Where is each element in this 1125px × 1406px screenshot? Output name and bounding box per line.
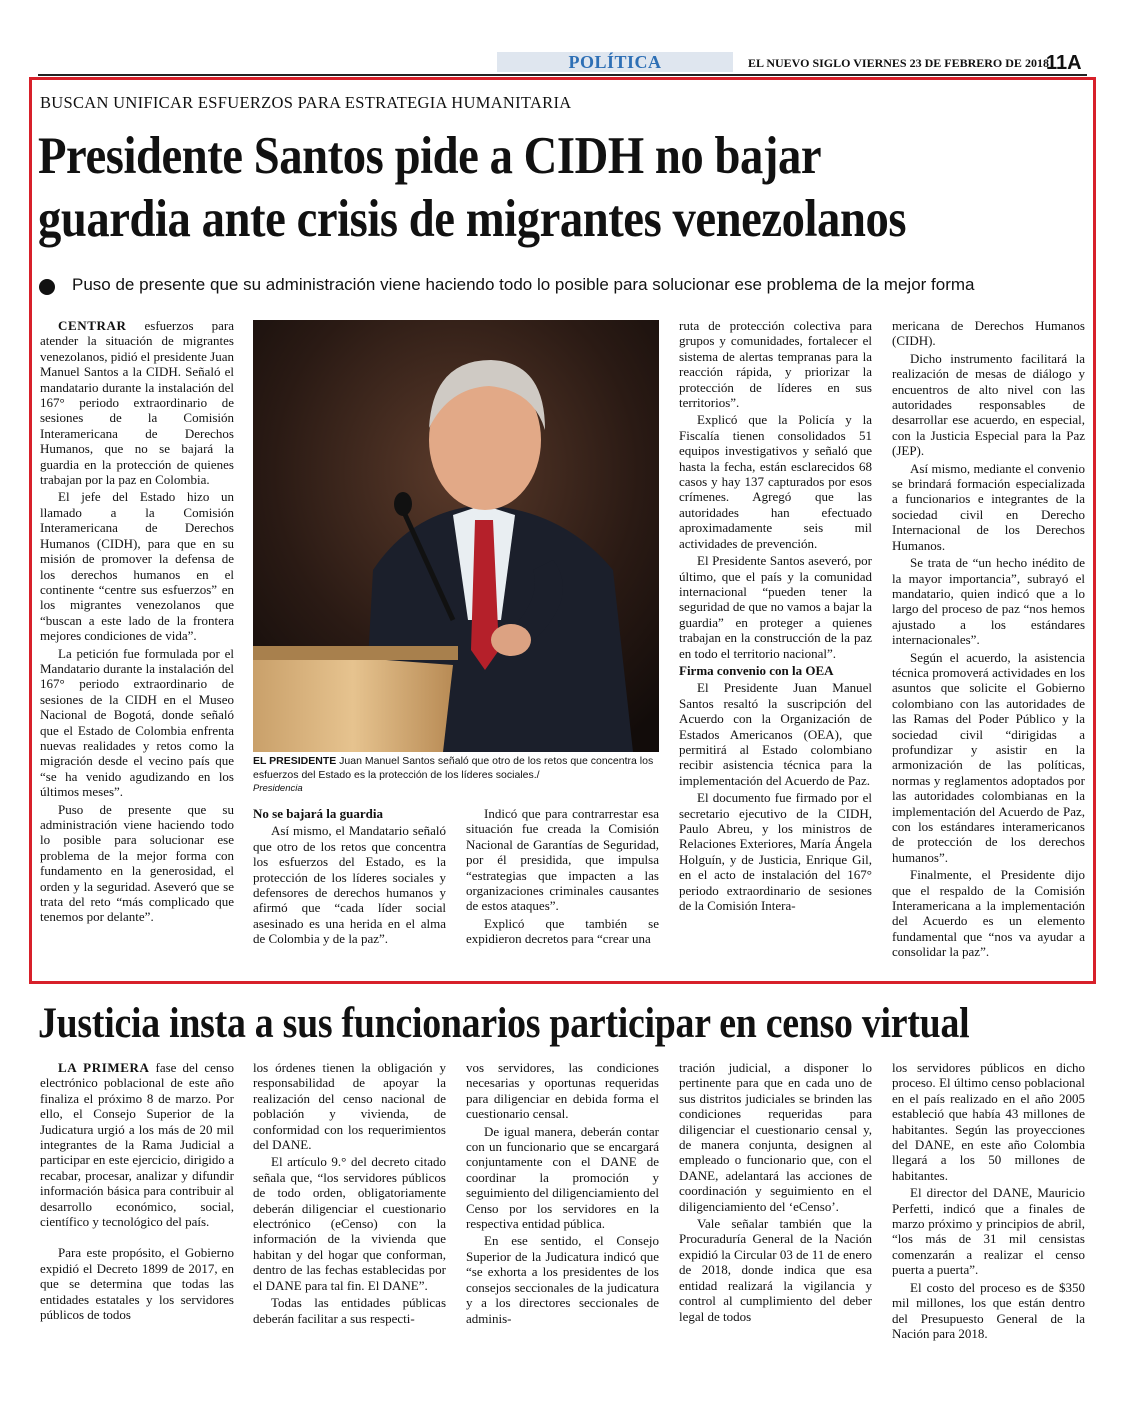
paragraph: esfuerzos para atender la situación de migrantes venezolanos, pidió el presidente Juan Manuel Santos a la CIDH. Señaló el mandatario durante la instalación del 167° periodo extraordinario de sesiones de la Comisión Interamericana de Derechos Humanos, que no se bajará la guardia en la protección de quienes trabajan por la paz en Colombia. <box>40 318 234 488</box>
story-kicker: BUSCAN UNIFICAR ESFUERZOS PARA ESTRATEGIA HUMANITARIA <box>40 93 572 112</box>
story2-column-4 <box>679 1060 872 1326</box>
paragraph: fase del censo electrónico poblacional de este año finaliza el próximo 8 de marzo. Por ello, el Consejo Superior de la Judicatura urgió a los más de 20 mil integrantes de la Rama Judicial a participar en este ejercicio, dirigido a recabar, procesar, analizar y difundir información básica para contribuir al desarrollo económico, social, científico y tecnológico del país. <box>40 1060 234 1230</box>
paragraph: Así mismo, mediante el convenio se brindará formación especializada a funcionarios e integrantes de la sociedad civil en Derecho Internacional de los Derechos Humanos. <box>892 460 1085 553</box>
subtitle: No se bajará la guardia <box>253 806 383 821</box>
story2-column-2 <box>253 1060 446 1328</box>
paragraph: El director del DANE, Mauricio Perfetti, indicó que a finales de marzo próximo y principios de abril, “los más de 31 mil censistas comenzarán a realizar el censo puerta a puerta”. <box>892 1185 1085 1278</box>
paragraph: El artículo 9.° del decreto citado señala que, “los servidores públicos de todo orden, obligatoriamente deberán diligenciar el cuestionario electrónico (eCenso) con la información de la vivienda que habitan y del hogar que conforman, dentro de las fechas establecidas por el DANE para tal fin. El DANE”. <box>253 1154 446 1293</box>
paragraph: Dicho instrumento facilitará la realización de mesas de diálogo y encuentros de alto nivel con las autoridades responsables de desarrollar ese acuerdo, en especial, con la Justicia Especial para la Paz (JEP). <box>892 350 1085 459</box>
paragraph: Para este propósito, el Gobierno expidió el Decreto 1899 de 2017, en que se determina que todas las entidades estatales y los servidores públicos de todos <box>40 1245 234 1323</box>
story-subhead: Puso de presente que su administración viene haciendo todo lo posible para solucionar ese problema de la mejor forma <box>72 275 975 294</box>
caption-text: Juan Manuel Santos señaló que otro de los retos que concentra los esfuerzos del Estado es la protección de los líderes sociales./ <box>253 755 654 781</box>
paragraph: vos servidores, las condiciones necesarias y oportunas requeridas para diligenciar en debida forma el cuestionario censal. <box>466 1060 659 1122</box>
story-column-2 <box>253 806 446 949</box>
paragraph: tración judicial, a disponer lo pertinente para que en cada uno de sus distritos judiciales se brinden las condiciones requeridas para diligenciar el cuestionario censal y, de manera conjunta, designen al empleado o funcionario que, con el DANE, adelantará las acciones de coordinación y seguimiento en el diligenciamiento del ‘eCenso’. <box>679 1060 872 1214</box>
story2-column-1 <box>40 1060 234 1325</box>
president-photo <box>253 320 659 752</box>
paragraph: los servidores públicos en dicho proceso. El último censo poblacional en el país realizado en el año 2005 estableció que había 43 millones de habitantes. Según las proyecciones del DANE, en este año Colombia llegará a los 50 millones de habitantes. <box>892 1060 1085 1183</box>
photo-caption <box>253 755 659 796</box>
paragraph: Según el acuerdo, la asistencia técnica promoverá actividades en los asuntos que solicite el Gobierno colombiano con las autoridades de las Ramas del Poder Público y la sociedad civil “dirigidas a profundizar y asistir en la armonización de las políticas, normas y reglamentos adoptados por las autoridades colombianas en la implementación del Acuerdo de Paz, con los estándares interamericanos de protección de los derechos humanos”. <box>892 649 1085 865</box>
story-column-5 <box>892 318 1085 962</box>
story2-column-3 <box>466 1060 659 1328</box>
paragraph: En ese sentido, el Consejo Superior de la Judicatura indicó que “se exhorta a los presidentes de los consejos seccionales de la judicatura y a los directores seccionales de adminis- <box>466 1233 659 1326</box>
paper-date-line: EL NUEVO SIGLO VIERNES 23 DE FEBRERO DE 2018 <box>748 56 1049 70</box>
paragraph: Así mismo, el Mandatario señaló que otro de los retos que concentra los esfuerzos del Estado, es la protección de los líderes sociales y defensores de derechos humanos y afirmó que “cada líder social asesinado es una herida en el alma de Colombia y de la paz”. <box>253 823 446 947</box>
speaker-illustration <box>253 320 659 752</box>
paragraph: Puso de presente que su administración viene haciendo todo lo posible para solucionar ese problema de la mejor forma con fundamento en la generosidad, el orden y la seguridad. Aseveró que se trata del reto “más complicado que tenemos por delante”. <box>40 801 234 925</box>
lead-word: CENTRAR <box>58 318 127 333</box>
page-number: 11A <box>1046 52 1082 74</box>
paragraph: los órdenes tienen la obligación y responsabilidad de apoyar la realización del censo nacional de población y vivienda, de conformidad con los requerimientos del DANE. <box>253 1060 446 1153</box>
paragraph: El jefe del Estado hizo un llamado a la Comisión Interamericana de Derechos Humanos (CIDH), para que en su misión de promover la defensa de los derechos humanos en el continente “centre sus esfuerzos” en los migrantes venezolanos que “buscan a este lado de la frontera mejores condiciones de vida”. <box>40 489 234 644</box>
paragraph: La petición fue formulada por el Mandatario durante la instalación del 167° periodo extraordinario de sesiones de la CIDH en el Museo Nacional de Bogotá, donde señaló que el Estado de Colombia enfrenta nuevas realidades y retos como la migración desde el vecino país que “se ha venido agudizando en los últimos meses”. <box>40 645 234 800</box>
story-column-1 <box>40 318 234 927</box>
lead-word: LA PRIMERA <box>58 1060 150 1075</box>
section-label: POLÍTICA <box>568 52 662 72</box>
paragraph: ruta de protección colectiva para grupos y comunidades, fortalecer el sistema de alertas tempranas para la reacción rápida, y priorizar la protección de líderes en sus territorios”. <box>679 318 872 411</box>
paragraph: El documento fue firmado por el secretario ejecutivo de la CIDH, Paulo Abreu, y los ministros de Relaciones Exteriores, María Ángela Holguín, y de Justicia, Enrique Gil, en el acto de instalación del 167° periodo extraordinario de sesiones de la Comisión Intera- <box>679 790 872 914</box>
photo-credit: Presidencia <box>253 783 303 794</box>
paragraph: El Presidente Santos aseveró, por último, que el país y la comunidad internacional “pueden tener la seguridad de que no vamos a bajar la guardia” en proteger a quienes trabajan en la construcción de la paz en todo el territorio nacional”. <box>679 553 872 661</box>
paragraph: Vale señalar también que la Procuraduría General de la Nación expidió la Circular 03 de 11 de enero de 2018, donde indica que esa entidad realizará la vigilancia y control al cumplimiento del deber legal de todos <box>679 1216 872 1324</box>
paragraph: El costo del proceso es de $350 mil millones, los que están dentro del Presupuesto General de la Nación para 2018. <box>892 1279 1085 1341</box>
paragraph: El Presidente Juan Manuel Santos resaltó la suscripción del Acuerdo con la Organización de Estados Americanos (OEA), que permitirá al Estado colombiano recibir asistencia técnica para la implementación del Acuerdo de Paz. <box>679 680 872 788</box>
paragraph: Se trata de “un hecho inédito de la mayor importancia”, subrayó el mandatario, quien indicó que a lo largo del proceso de paz “nos hemos ajustado a los estándares internacionales”. <box>892 555 1085 648</box>
caption-lead: EL PRESIDENTE <box>253 755 337 767</box>
story2-column-5 <box>892 1060 1085 1343</box>
story-headline: Presidente Santos pide a CIDH no bajar guardia ante crisis de migrantes venezolanos <box>38 127 907 248</box>
paragraph: Explicó que también se expidieron decretos para “crear una <box>466 915 659 947</box>
paragraph: Todas las entidades públicas deberán facilitar a sus respecti- <box>253 1295 446 1326</box>
story-column-4 <box>679 318 872 915</box>
bullet-icon <box>39 279 55 295</box>
story2-headline: Justicia insta a sus funcionarios participar en censo virtual <box>38 1000 970 1047</box>
header-rule <box>38 74 1087 76</box>
paragraph: Indicó que para contrarrestar esa situación fue creada la Comisión Nacional de Garantías de Seguridad, por él presidida, que impulsa “estrategias que impacten a las organizaciones criminales causantes de estos ataques”. <box>466 806 659 914</box>
paragraph: Explicó que la Policía y la Fiscalía tienen consolidados 51 equipos investigativos y señaló que hasta la fecha, están esclarecidos 68 casos y hay 137 capturados por esos crímenes. Agregó que las autoridades han efectuado aproximadamente seis mil actividades de prevención. <box>679 412 872 551</box>
subtitle: Firma convenio con la OEA <box>679 662 834 678</box>
paragraph: Finalmente, el Presidente dijo que el respaldo de la Comisión Interamericana a la implementación del Acuerdo es un elemento fundamental que “nos va ayudar a consolidar la paz”. <box>892 867 1085 960</box>
story-column-3 <box>466 806 659 949</box>
paragraph: De igual manera, deberán contar con un funcionario que se encargará conjuntamente con el DANE de coordinar la promoción y seguimiento del diligenciamiento del Censo por los servidores en la respectiva entidad pública. <box>466 1123 659 1232</box>
paragraph: mericana de Derechos Humanos (CIDH). <box>892 318 1085 349</box>
